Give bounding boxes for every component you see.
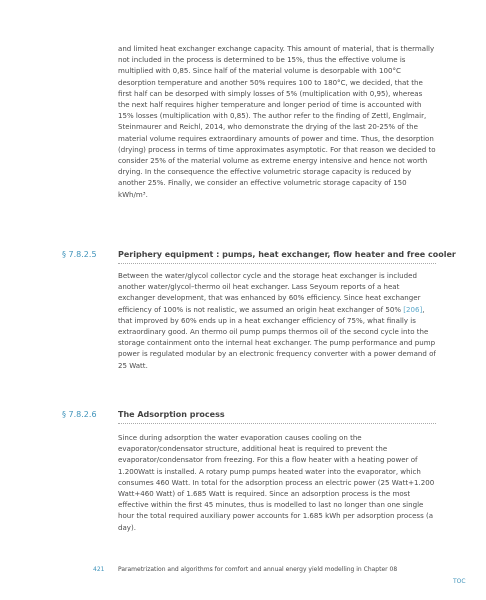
periphery-text-start: Between the water/glycol collector cycle and the storage heat exchanger is included another water/glycol–thermo oil heat exchanger. Lass Seyoum reports of a heat exchanger development, that was enhanced by 60% efficiency. Since heat exchanger efficiency of 100% is not realistic, we assumed an origin heat exchanger of 50% — [118, 271, 421, 314]
periphery-paragraph — [118, 270, 436, 371]
section-title-adsorption: The Adsorption process — [118, 410, 225, 419]
section-number-7826: § 7.8.2.6 — [62, 410, 97, 419]
section-divider — [118, 423, 436, 424]
intro-paragraph: and limited heat exchanger exchange capacity. This amount of material, that is thermally not included in the process is determined to be 15%, thus the effective volume is multiplied with 0,85. Since half of the material volume is desorpable with 100°C desorption temperature and another 50% requires 100 to 180°C, we decided, that the first half can be desorped with simply losses of 5% (multiplication with 0,95), whereas the next half requires higher temperature and longer period of time is accounted with 15% losses (multiplication with 0,85). The author refer to the finding of Zettl, Englmair, Steinmaurer and Reichl, 2014, who demonstrate the drying of the last 20-25% of the material volume requires extraordinary amounts of power and time. Thus, the desorption (drying) process in terms of time approximates asymptotic. For that reason we decided to consider 25% of the material volume as extreme energy intensive and hence not worth drying. In the consequence the effective volumetric storage capacity is reduced by another 25%. Finally, we consider an effective volumetric storage capacity of 150 kWh/m³. — [118, 44, 436, 199]
section-divider — [118, 263, 436, 264]
adsorption-paragraph: Since during adsorption the water evaporation causes cooling on the evaporator/condensator structure, additional heat is required to prevent the evaporator/condensator from freezing. For this a flow heater with a heating power of 1.200Watt is installed. A rotary pump pumps heated water into the evaporator, which consumes 460 Watt. In total for the adsorption process an electric power (25 Watt+1.200 Watt+460 Watt) of 1.685 Watt is required. Since an adsorption process is the most effective within the first 45 minutes, thus is modelled to last no longer than one single hour the total required auxiliary power accounts for 1.685 kWh per adsorption process (a day). — [118, 433, 435, 532]
toc-link[interactable]: TOC — [453, 578, 466, 585]
periphery-text-end: , that improved by 60% ends up in a heat exchanger efficiency of 75%, what finally is extraordinary good. An thermo oil pump pumps thermos oil of the second cycle into the storage containment onto the internal heat exchanger. The pump performance and pump power is regulated modular by an electronic frequency converter with a power demand of 25 Watt. — [118, 304, 436, 370]
footer-chapter-text: Parametrization and algorithms for comfort and annual energy yield modelling in Chapter 08 — [118, 566, 398, 573]
section-number-7825: § 7.8.2.5 — [62, 250, 97, 259]
reference-link[interactable]: [206] — [403, 304, 423, 314]
page-number: 421 — [93, 566, 105, 573]
section-title-periphery: Periphery equipment : pumps, heat exchanger, flow heater and free cooler — [118, 250, 456, 259]
